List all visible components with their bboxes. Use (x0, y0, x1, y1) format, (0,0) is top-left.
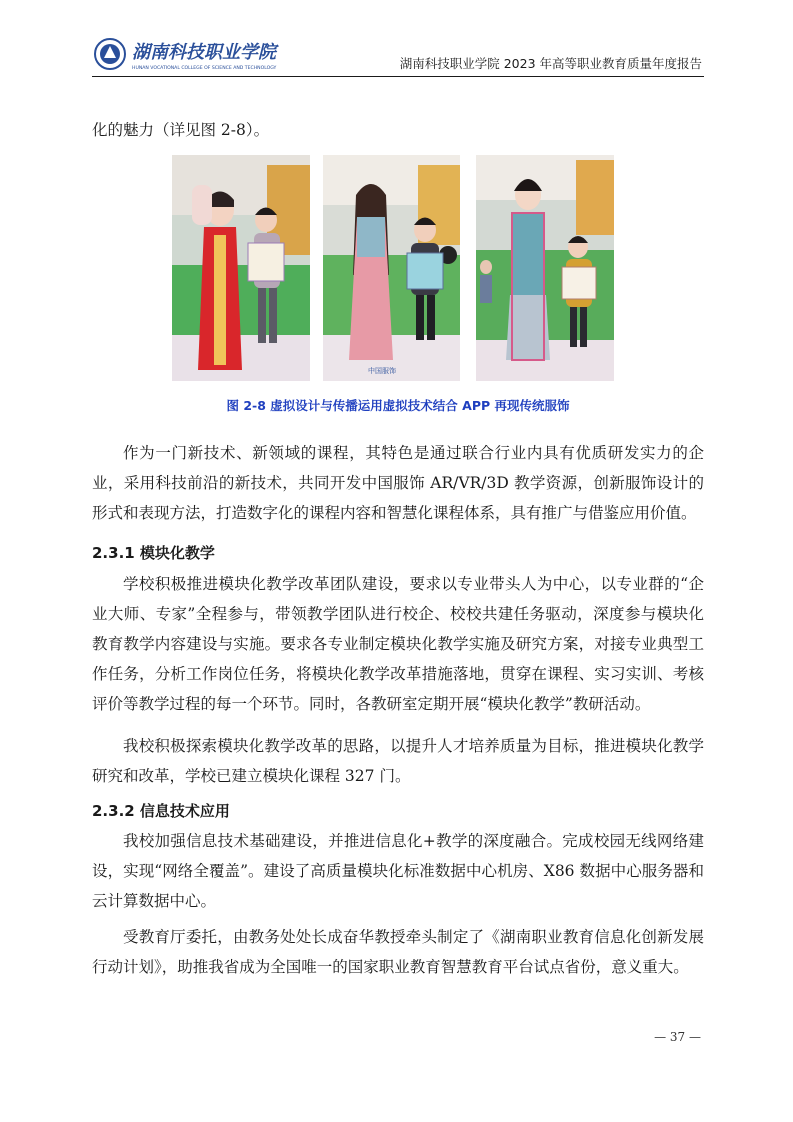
report-title: 湖南科技职业学院 2023 年高等职业教育质量年度报告 (399, 56, 702, 71)
figure-caption: 图 2-8 虚拟设计与传播运用虚拟技术结合 APP 再现传统服饰 (226, 398, 570, 413)
page-number: — 37 — (654, 1030, 701, 1044)
paragraph-modular-courses: 我校积极探索模块化教学改革的思路，以提升人才培养质量为目标，推进模块化教学研究和改革，学校已建立模块化课程 327 门。 (92, 737, 704, 785)
figure-photo-3 (476, 155, 614, 381)
paragraph-intro: 化的魅力（详见图 2-8）。 (92, 121, 270, 139)
figure-photo-2 (323, 155, 460, 381)
paragraph-modular-reform: 学校积极推进模块化教学改革团队建设，要求以专业带头人为中心，以专业群的“企业大师、专家”全程参与，带领教学团队进行校企、校校共建任务驱动，深度参与模块化教育教学内容建设与实施。要求各专业制定模块化教学实施及研究方案，对接专业典型工作任务，分析工作岗位任务，将模块化教学改革措施落地，贯穿在课程、实习实训、考核评价等教学过程的每一个环节。同时，各教研室定期开展“模块化教学”教研活动。 (92, 575, 704, 713)
logo-text: 湖南科技职业学院 (132, 42, 276, 63)
paragraph-action-plan: 受教育厅委托，由教务处处长成奋华教授牵头制定了《湖南职业教育信息化创新发展行动计划》，助推我省成为全国唯一的国家职业教育智慧教育平台试点省份，意义重大。 (92, 928, 704, 976)
paragraph-course-feature: 作为一门新技术、新领域的课程，其特色是通过联合行业内具有优质研发实力的企业，采用科技前沿的新技术，共同开发中国服饰 AR/VR/3D 教学资源，创新服饰设计的形式和表现方法，打造数字化的课程内容和智慧化课程体系，具有推广与借鉴应用价值。 (92, 444, 704, 522)
college-logo (92, 34, 302, 74)
photo-sign: 中国服饰 (368, 367, 396, 375)
figure-photo-1 (172, 155, 310, 381)
paragraph-it-infrastructure: 我校加强信息技术基础建设，并推进信息化+教学的深度融合。完成校园无线网络建设，实现“网络全覆盖”。建设了高质量模块化标准数据中心机房、X86 数据中心服务器和云计算数据中心。 (92, 832, 704, 910)
section-heading-modular-teaching: 2.3.1 模块化教学 (92, 544, 215, 562)
section-heading-it-application: 2.3.2 信息技术应用 (92, 802, 230, 820)
logo-subtext: HUNAN VOCATIONAL COLLEGE OF SCIENCE AND TECHNOLOGY (132, 66, 277, 71)
page-header (92, 34, 704, 77)
